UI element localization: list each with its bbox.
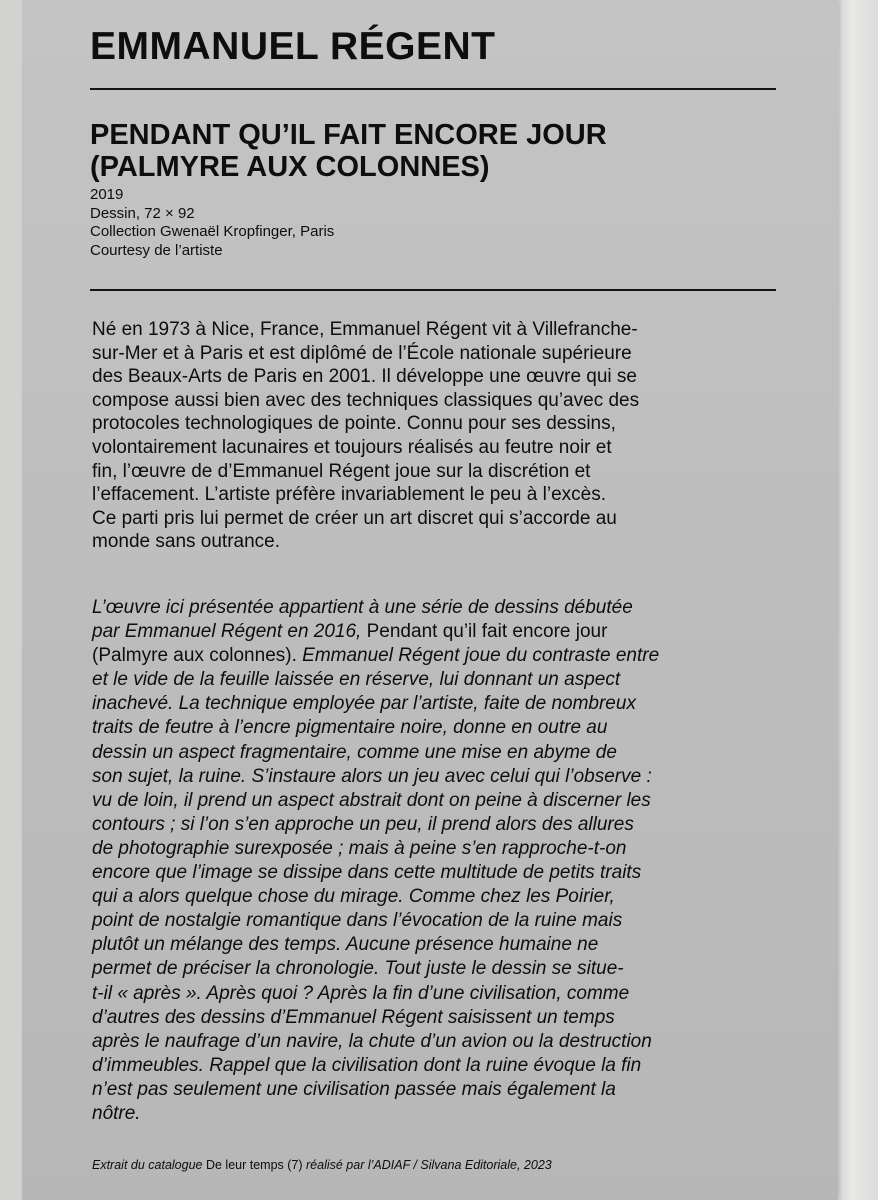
essay-line: après le naufrage d’un navire, la chute d’un avion ou la destruction: [92, 1030, 652, 1052]
essay-text-italic: par Emmanuel Régent en 2016,: [92, 621, 367, 643]
bio-line: protocoles technologiques de pointe. Connu pour ses dessins,: [92, 413, 616, 435]
catalogue-credit: [92, 1157, 552, 1173]
exhibition-label-card: [22, 0, 838, 1200]
essay-line: t-il « après ». Après quoi ? Après la fin d’une civilisation, comme: [92, 982, 630, 1004]
essay-line: permet de préciser la chronologie. Tout juste le dessin se situe-: [92, 958, 624, 980]
essay-line: n’est pas seulement une civilisation passée mais également la: [92, 1078, 616, 1100]
essay-line: et le vide de la feuille laissée en réserve, lui donnant un aspect: [92, 669, 621, 691]
essay-line: contours ; si l’on s’en approche un peu, il prend alors des allures: [92, 813, 634, 835]
essay-work-title: Pendant qu’il fait encore jour: [366, 621, 608, 643]
bio-line: compose aussi bien avec des techniques classiques qu’avec des: [92, 389, 640, 411]
credit-text: Extrait du catalogue: [92, 1158, 206, 1172]
bio-line: des Beaux-Arts de Paris en 2001. Il développe une œuvre qui se: [92, 366, 637, 388]
essay-line: nôtre.: [92, 1102, 141, 1124]
bio-line: l’effacement. L’artiste préfère invariablement le peu à l’excès.: [92, 484, 606, 506]
essay-work-title: (Palmyre aux colonnes).: [92, 645, 297, 667]
work-title-line: (PALMYRE AUX COLONNES): [90, 151, 490, 183]
essay-line: [92, 620, 792, 644]
bio-line: Ce parti pris lui permet de créer un art discret qui s’accorde au: [92, 507, 617, 529]
work-year: 2019: [90, 186, 124, 203]
work-title: [90, 119, 607, 183]
artwork-essay: [92, 596, 792, 1126]
divider-top: [90, 88, 776, 90]
wall-left: [0, 0, 22, 1200]
essay-line: L’œuvre ici présentée appartient à une série de dessins débutée: [92, 597, 633, 618]
work-title-line: PENDANT QU’IL FAIT ENCORE JOUR: [90, 119, 607, 151]
essay-line: d’immeubles. Rappel que la civilisation dont la ruine évoque la fin: [92, 1054, 642, 1076]
work-courtesy: Courtesy de l’artiste: [90, 241, 223, 259]
work-details: [90, 186, 334, 260]
essay-line: point de nostalgie romantique dans l’évocation de la ruine mais: [92, 910, 623, 932]
divider-bottom: [90, 289, 776, 291]
essay-text-italic: Emmanuel Régent joue du contraste entre: [296, 645, 660, 667]
artist-biography: [92, 318, 792, 554]
credit-catalogue-title: De leur temps (7): [205, 1158, 303, 1172]
essay-line: inachevé. La technique employée par l’artiste, faite de nombreux: [92, 693, 636, 715]
wall-right: [838, 0, 878, 1200]
essay-line: [92, 644, 792, 668]
artist-name: EMMANUEL RÉGENT: [90, 25, 496, 68]
essay-line: traits de feutre à l’encre pigmentaire noire, donne en outre au: [92, 717, 608, 739]
bio-line: Né en 1973 à Nice, France, Emmanuel Régent vit à Villefranche-: [92, 319, 638, 340]
bio-line: sur-Mer et à Paris et est diplômé de l’École nationale supérieure: [92, 342, 632, 364]
work-collection: Collection Gwenaël Kropfinger, Paris: [90, 223, 335, 240]
bio-line: fin, l’œuvre de d’Emmanuel Régent joue sur la discrétion et: [92, 460, 591, 482]
essay-line: encore que l’image se dissipe dans cette multitude de petits traits: [92, 862, 642, 884]
essay-line: plutôt un mélange des temps. Aucune présence humaine ne: [92, 934, 599, 956]
bio-line: monde sans outrance.: [92, 531, 281, 553]
credit-text: réalisé par l’ADIAF / Silvana Editoriale, 2023: [302, 1158, 552, 1172]
essay-line: son sujet, la ruine. S’instaure alors un jeu avec celui qui l’observe :: [92, 765, 652, 787]
essay-line: de photographie surexposée ; mais à peine s’en rapproche-t-on: [92, 837, 627, 859]
essay-line: d’autres des dessins d’Emmanuel Régent saisissent un temps: [92, 1006, 615, 1028]
work-medium: Dessin, 72 × 92: [90, 204, 195, 222]
essay-line: vu de loin, il prend un aspect abstrait dont on peine à discerner les: [92, 789, 651, 811]
bio-line: volontairement lacunaires et toujours réalisés au feutre noir et: [92, 436, 612, 458]
essay-line: dessin un aspect fragmentaire, comme une mise en abyme de: [92, 741, 617, 763]
essay-line: qui a alors quelque chose du mirage. Comme chez les Poirier,: [92, 886, 615, 908]
